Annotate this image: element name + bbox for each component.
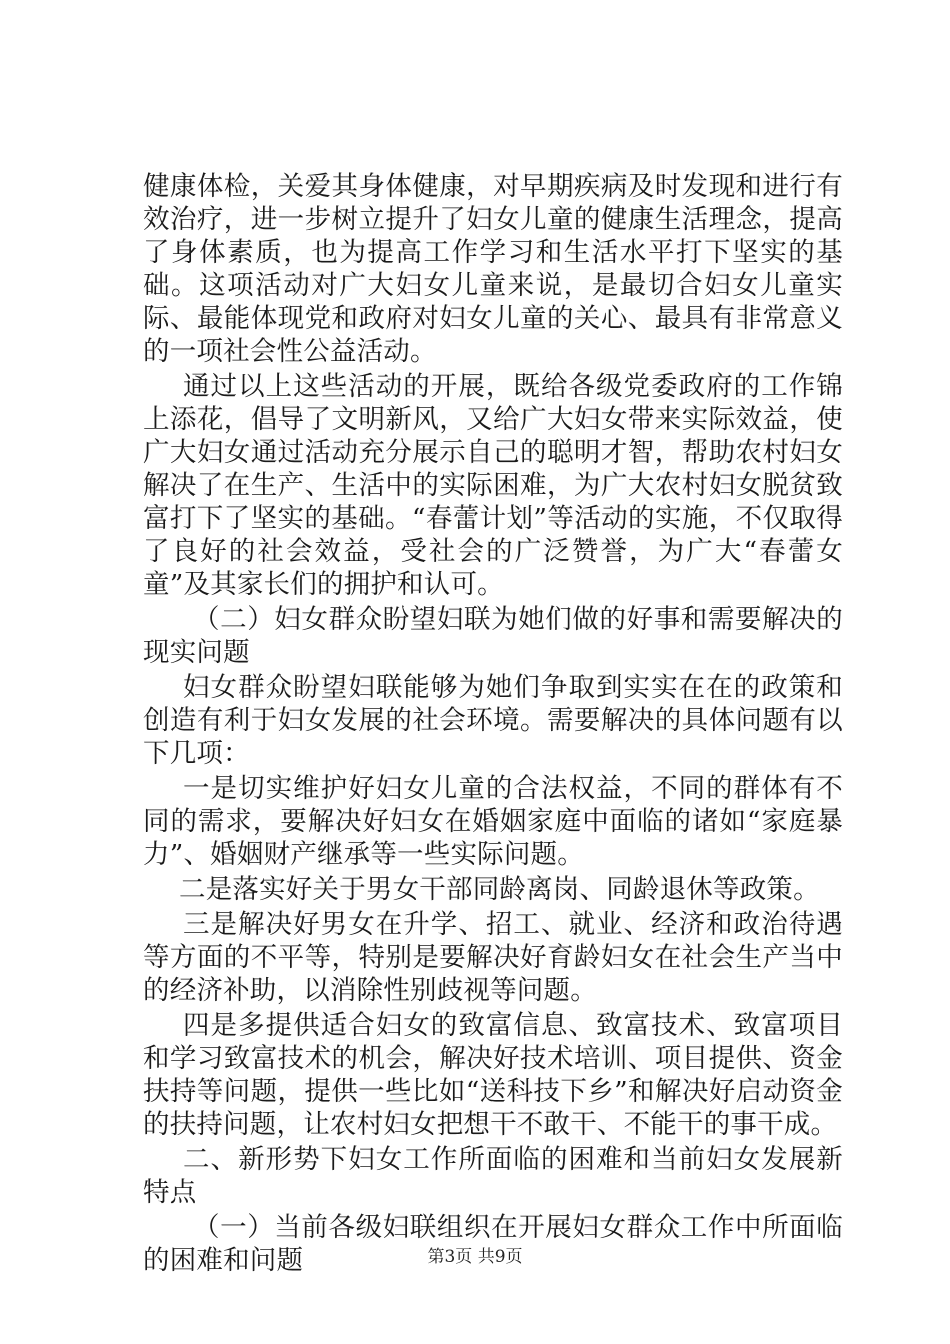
list-item-4: 四是多提供适合妇女的致富信息、致富技术、致富项目和学习致富技术的机会，解决好技术培训、项目提供、资金扶持等问题，提供一些比如“送科技下乡”和解决好启动资金的扶持问题，让农村妇女把想干不敢干、不能干的事干成。 (143, 1010, 843, 1140)
paragraph-activities-summary: 通过以上这些活动的开展，既给各级党委政府的工作锦上添花，倡导了文明新风，又给广大妇女带来实际效益，使广大妇女通过活动充分展示自己的聪明才智，帮助农村妇女解决了在生产、生活中的实际困难，为广大农村妇女脱贫致富打下了坚实的基础。“春蕾计划”等活动的实施，不仅取得了良好的社会效益，受社会的广泛赞誉，为广大“春蕾女童”及其家长们的拥护和认可。 (143, 371, 843, 600)
document-body (143, 170, 843, 1279)
paragraph-health-checkup: 健康体检，关爱其身体健康，对早期疾病及时发现和进行有效治疗，进一步树立提升了妇女儿童的健康生活理念，提高了身体素质，也为提高工作学习和生活水平打下坚实的基础。这项活动对广大妇女儿童来说，是最切合妇女儿童实际、最能体现党和政府对妇女儿童的关心、最具有非常意义的一项社会性公益活动。 (143, 171, 843, 367)
section-heading-2: （二）妇女群众盼望妇联为她们做的好事和需要解决的现实问题 (143, 604, 843, 668)
list-item-3: 三是解决好男女在升学、招工、就业、经济和政治待遇等方面的不平等，特别是要解决好育龄妇女在社会生产当中的经济补助，以消除性别歧视等问题。 (143, 909, 843, 1006)
section-heading-2-1: （一）当前各级妇联组织在开展妇女群众工作中所面临的困难和问题 (143, 1212, 843, 1276)
list-item-1: 一是切实维护好妇女儿童的合法权益，不同的群体有不同的需求，要解决好妇女在婚姻家庭中面临的诸如“家庭暴力”、婚姻财产继承等一些实际问题。 (143, 773, 843, 870)
chapter-heading-2: 二、新形势下妇女工作所面临的困难和当前妇女发展新特点 (143, 1144, 843, 1208)
page-number-footer: 第3页 共9页 (427, 1247, 523, 1267)
paragraph-women-expectations: 妇女群众盼望妇联能够为她们争取到实实在在的政策和创造有利于妇女发展的社会环境。需要解决的具体问题有以下几项： (143, 672, 843, 769)
list-item-2: 二是落实好关于男女干部同龄离岗、同龄退休等政策。 (179, 874, 820, 905)
